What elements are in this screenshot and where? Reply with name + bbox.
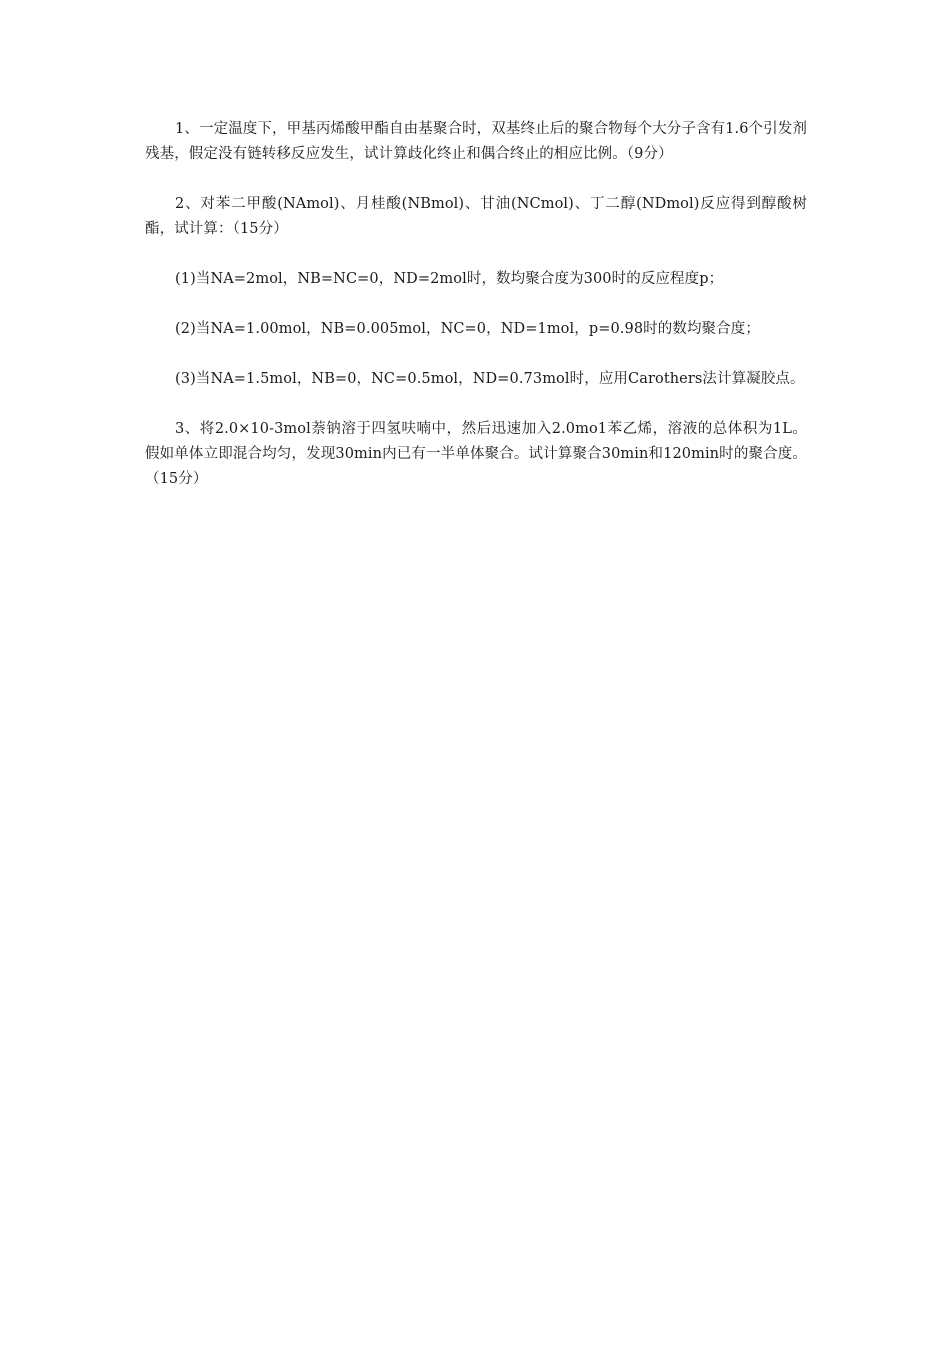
question-2-part-3: (3)当NA=1.5mol，NB=0，NC=0.5mol，ND=0.73mol时，应用Carothers法计算凝胶点。 [175, 371, 805, 387]
question-1: 1、一定温度下，甲基丙烯酸甲酯自由基聚合时，双基终止后的聚合物每个大分子含有1.6个引发剂残基，假定没有链转移反应发生，试计算歧化终止和偶合终止的相应比例。（9分） [145, 121, 807, 162]
paragraph-spacer [145, 292, 807, 317]
question-2-part-1: (1)当NA=2mol，NB=NC=0，ND=2mol时，数均聚合度为300时的反应程度p； [175, 271, 724, 287]
question-2-part-2: (2)当NA=1.00mol，NB=0.005mol，NC=0，ND=1mol，p=0.98时的数均聚合度； [175, 321, 760, 337]
paragraph-spacer [145, 392, 807, 417]
question-3: 3、将2.0×10-3mol萘钠溶于四氢呋喃中，然后迅速加入2.0mo1苯乙烯，溶液的总体积为1L。假如单体立即混合均匀，发现30min内已有一半单体聚合。试计算聚合30min和120min时的聚合度。（15分） [145, 421, 807, 487]
document-body [145, 117, 807, 492]
question-2: 2、对苯二甲酸(NAmol)、月桂酸(NBmol)、甘油(NCmol)、丁二醇(NDmol)反应得到醇酸树酯，试计算：（15分） [145, 196, 807, 237]
paragraph-spacer [145, 242, 807, 267]
paragraph-spacer [145, 167, 807, 192]
paragraph-spacer [145, 342, 807, 367]
